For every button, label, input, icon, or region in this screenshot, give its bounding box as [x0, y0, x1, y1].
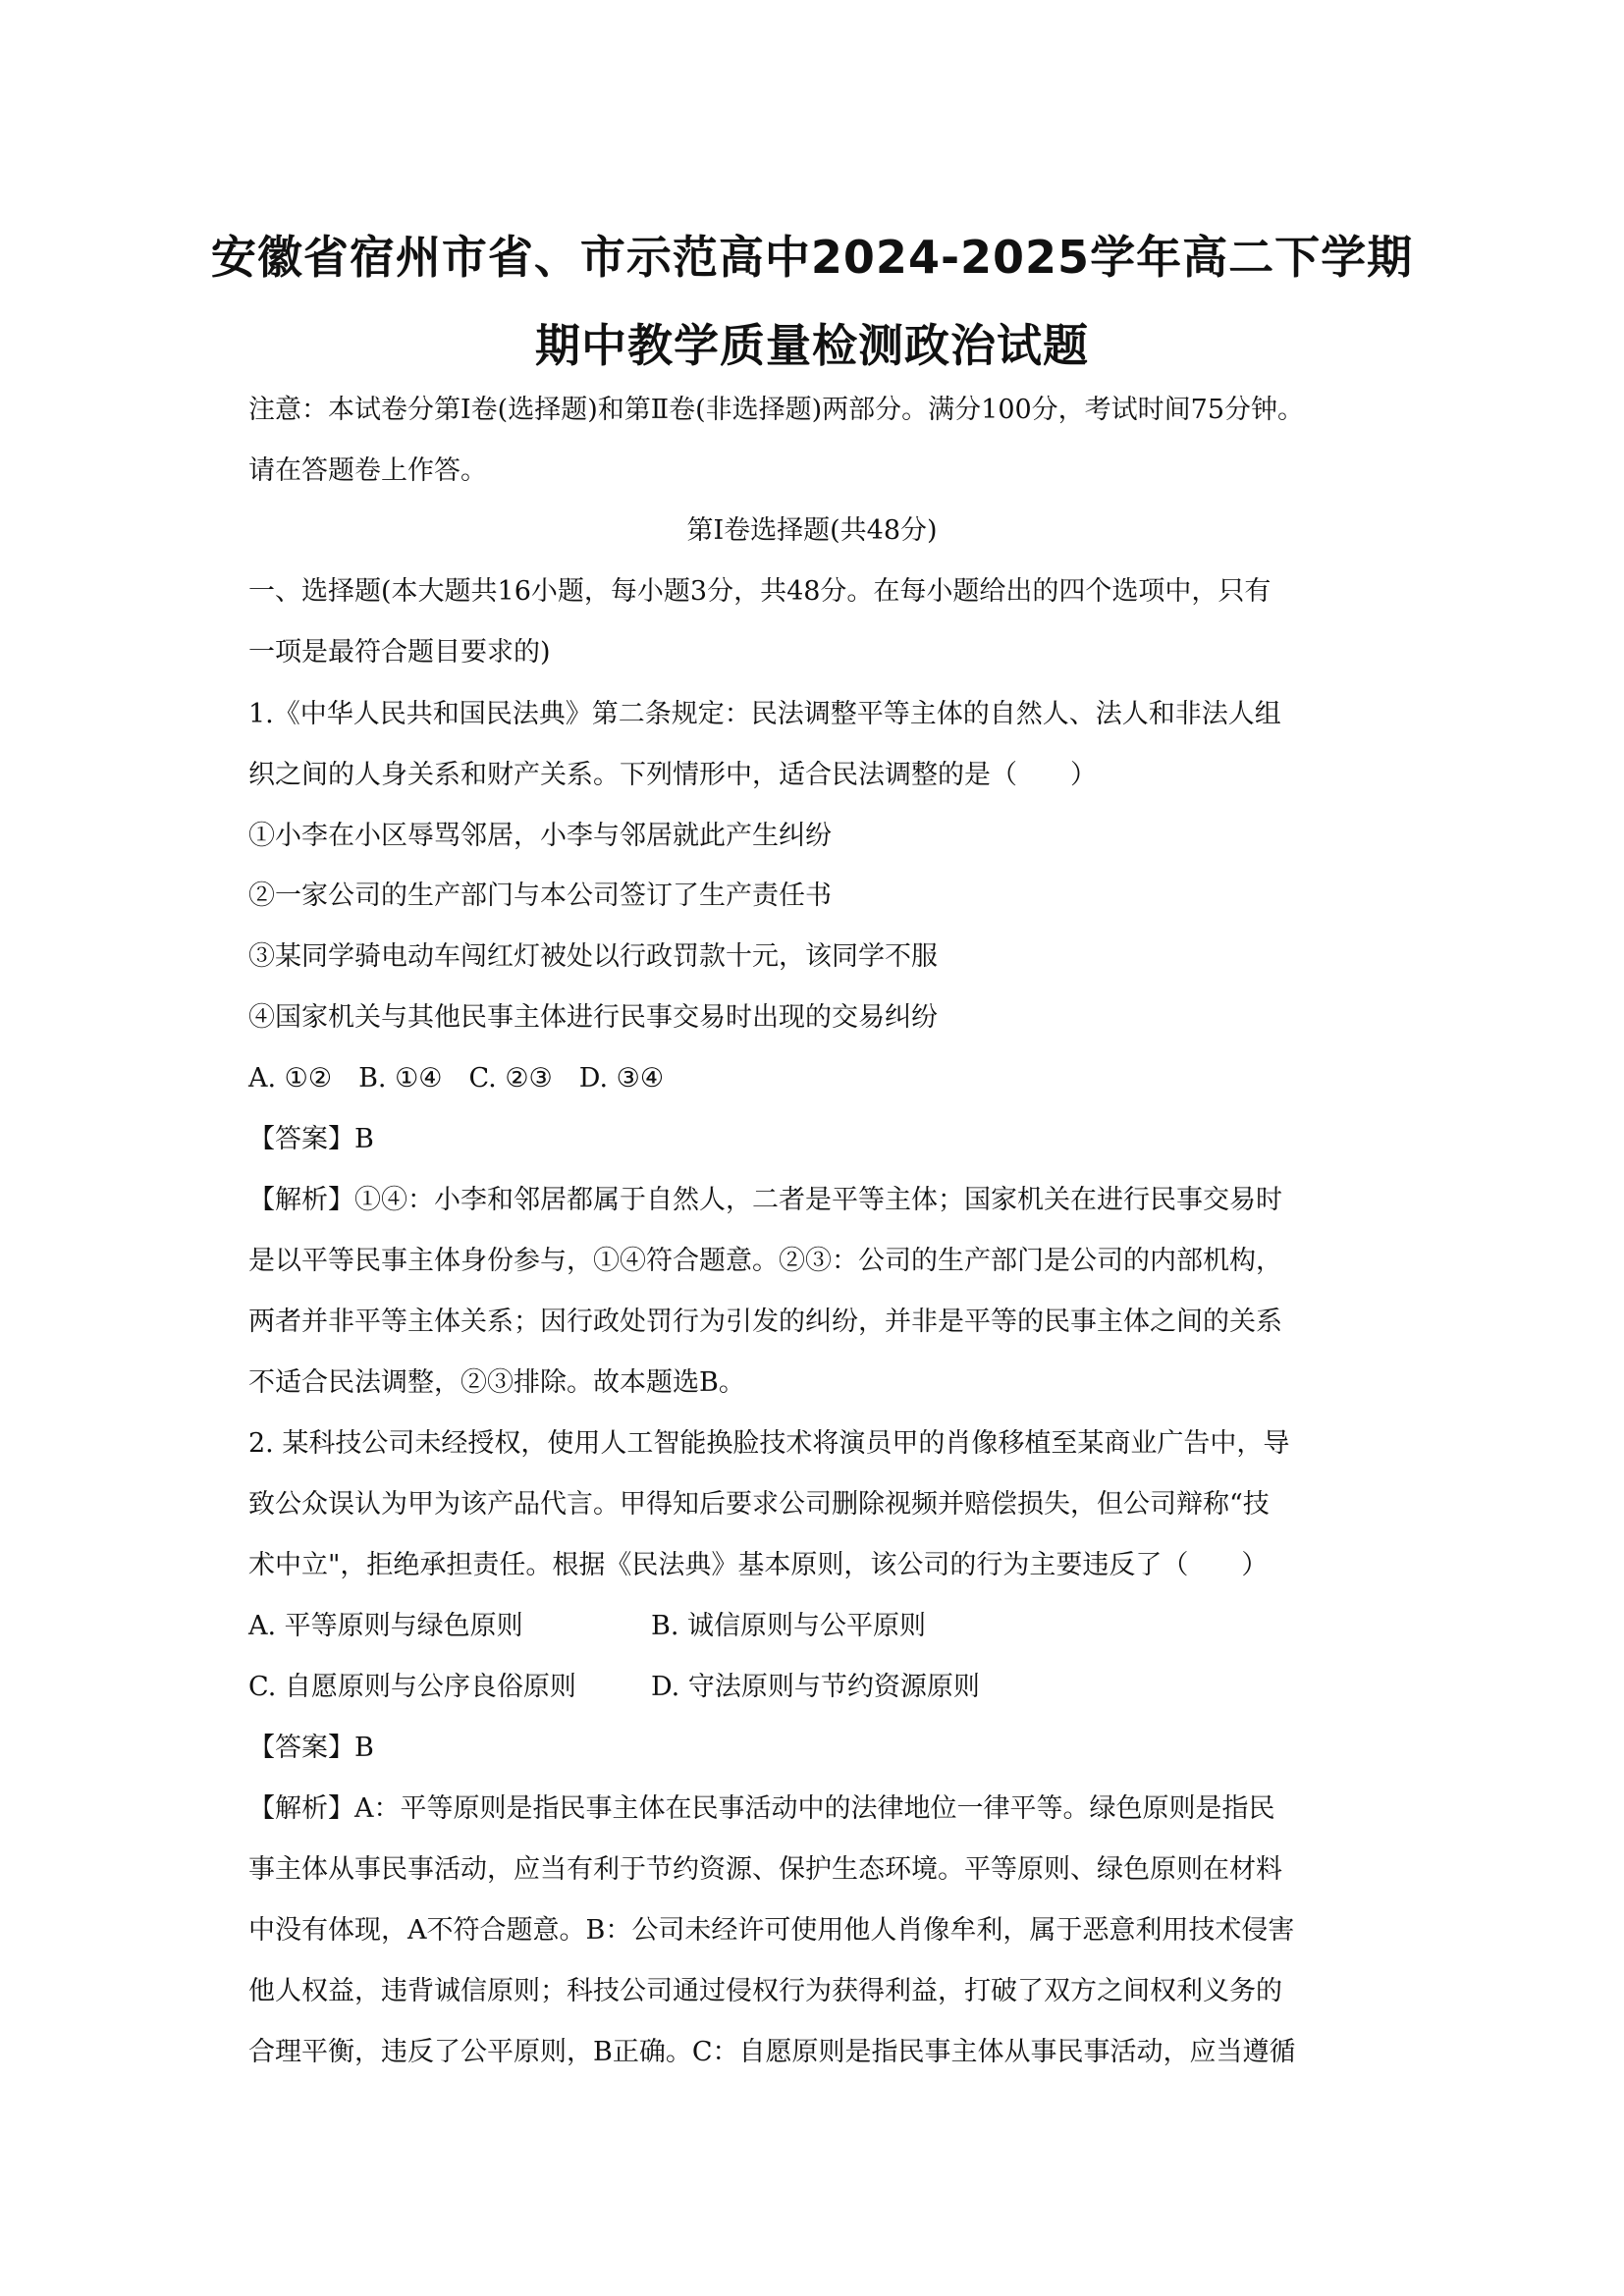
q1-item-2: ②一家公司的生产部门与本公司签订了生产责任书 [248, 881, 832, 911]
notice-line1: 注意：本试卷分第Ⅰ卷(选择题)和第Ⅱ卷(非选择题)两部分。满分100分，考试时间75分钟。 [248, 395, 1305, 425]
q1-answer: 【答案】B [248, 1124, 374, 1154]
q1-analysis-line4: 不适合民法调整，②③排除。故本题选B。 [248, 1367, 745, 1398]
q1-item-3: ③某同学骑电动车闯红灯被处以行政罚款十元，该同学不服 [248, 941, 938, 972]
q2-option-d: D. 守法原则与节约资源原则 [651, 1672, 980, 1702]
part-intro-line2: 一项是最符合题目要求的) [248, 637, 551, 667]
q2-analysis-line5: 合理平衡，违反了公平原则，B正确。C：自愿原则是指民事主体从事民事活动，应当遵循 [248, 2037, 1296, 2067]
section-title: 第Ⅰ卷选择题(共48分) [686, 515, 938, 546]
q2-analysis-line1: 【解析】A：平等原则是指民事主体在民事活动中的法律地位一律平等。绿色原则是指民 [248, 1793, 1275, 1824]
q2-stem-line3: 术中立"，拒绝承担责任。根据《民法典》基本原则，该公司的行为主要违反了（ ） [248, 1550, 1269, 1580]
q1-stem-line1: 1.《中华人民共和国民法典》第二条规定：民法调整平等主体的自然人、法人和非法人组 [248, 699, 1281, 729]
q2-analysis-line3: 中没有体现，A不符合题意。B：公司未经许可使用他人肖像牟利，属于恶意利用技术侵害 [248, 1915, 1295, 1946]
q2-option-a: A. 平等原则与绿色原则 [248, 1611, 523, 1641]
document-title-line2: 期中教学质量检测政治试题 [535, 319, 1089, 372]
q1-analysis-line1: 【解析】①④：小李和邻居都属于自然人，二者是平等主体；国家机关在进行民事交易时 [248, 1185, 1282, 1215]
q2-analysis-line2: 事主体从事民事活动，应当有利于节约资源、保护生态环境。平等原则、绿色原则在材料 [248, 1854, 1282, 1885]
part-intro-line1: 一、选择题(本大题共16小题，每小题3分，共48分。在每小题给出的四个选项中，只有 [248, 576, 1272, 607]
q2-analysis-line4: 他人权益，违背诚信原则；科技公司通过侵权行为获得利益，打破了双方之间权利义务的 [248, 1976, 1282, 2006]
notice-line2: 请在答题卷上作答。 [248, 455, 487, 486]
q1-item-4: ④国家机关与其他民事主体进行民事交易时出现的交易纠纷 [248, 1002, 938, 1033]
q2-stem-line1: 2. 某科技公司未经授权，使用人工智能换脸技术将演员甲的肖像移植至某商业广告中，导 [248, 1428, 1290, 1459]
q1-analysis-line3: 两者并非平等主体关系；因行政处罚行为引发的纠纷，并非是平等的民事主体之间的关系 [248, 1307, 1282, 1337]
q2-answer: 【答案】B [248, 1733, 374, 1763]
q2-option-b: B. 诚信原则与公平原则 [651, 1611, 927, 1641]
document-title-line1: 安徽省宿州市省、市示范高中2024-2025学年高二下学期 [210, 231, 1414, 284]
q2-stem-line2: 致公众误认为甲为该产品代言。甲得知后要求公司删除视频并赔偿损失，但公司辩称“技 [248, 1489, 1270, 1520]
q1-analysis-line2: 是以平等民事主体身份参与，①④符合题意。②③：公司的生产部门是公司的内部机构， [248, 1246, 1282, 1276]
q1-item-1: ①小李在小区辱骂邻居，小李与邻居就此产生纠纷 [248, 821, 832, 851]
q1-stem-line2: 织之间的人身关系和财产关系。下列情形中，适合民法调整的是（ ） [248, 760, 1097, 790]
q2-option-c: C. 自愿原则与公序良俗原则 [248, 1672, 576, 1702]
q1-options: A. ①② B. ①④ C. ②③ D. ③④ [248, 1063, 665, 1094]
